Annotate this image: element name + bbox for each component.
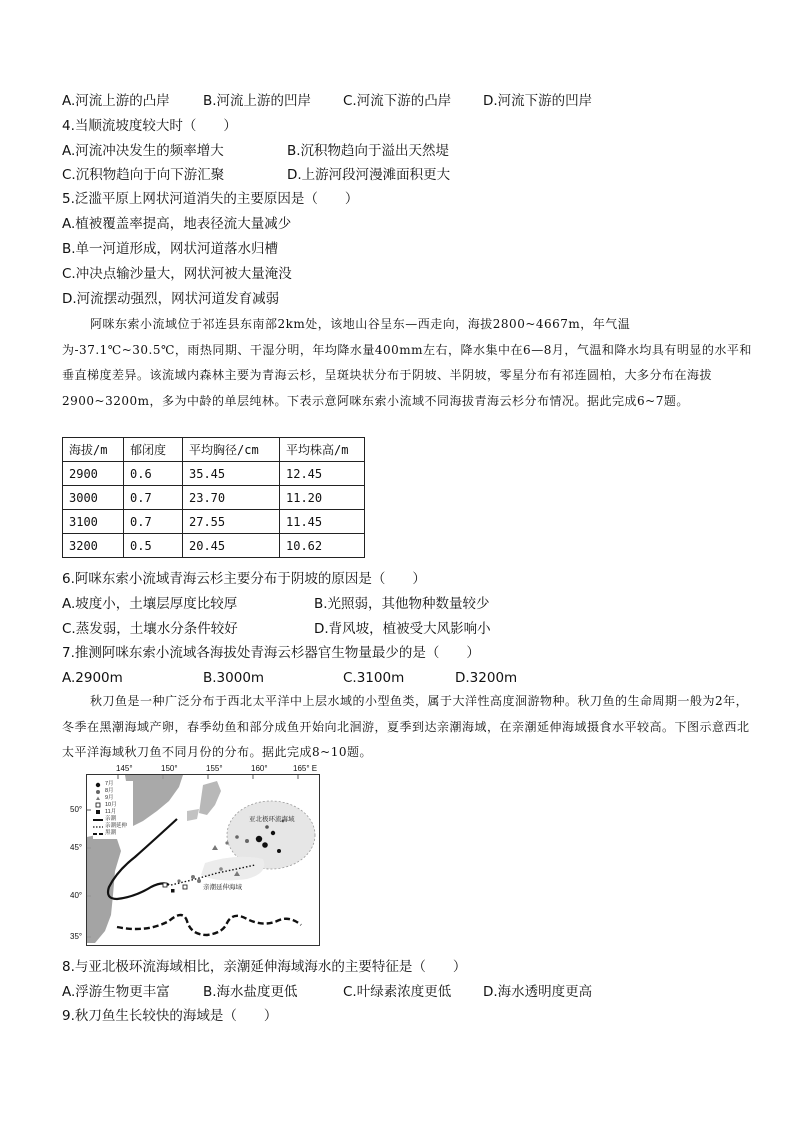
q7-option-c: C.3100m <box>343 670 405 686</box>
map-lat-label: 40° <box>70 891 83 900</box>
map-frame <box>86 774 320 946</box>
q4-option-c: C.沉积物趋向于向下游汇聚 <box>62 167 225 183</box>
table-header-row <box>63 438 365 462</box>
table-cell: 2900 <box>63 462 124 486</box>
q6-option-d: D.背风坡，植被受大风影响小 <box>314 621 491 637</box>
q8-option-c: C.叶绿素浓度更低 <box>343 984 452 1000</box>
legend-label: 亲潮延伸 <box>105 823 128 829</box>
q3-option-c: C.河流下游的凸岸 <box>343 93 452 109</box>
q7-option-a: A.2900m <box>62 670 123 686</box>
q7-stem: 7.推测阿咪东索小流域各海拔处青海云杉器官生物量最少的是（ ） <box>62 645 480 661</box>
legend-label: 8月 <box>105 788 114 794</box>
map-lat-label: 35° <box>70 932 83 941</box>
map-lon-label: 145° <box>116 764 133 773</box>
table-cell: 27.55 <box>183 510 280 534</box>
table-cell: 0.5 <box>124 534 183 558</box>
table-row <box>63 510 365 534</box>
q5-option-a: A.植被覆盖率提高，地表径流大量减少 <box>62 216 292 232</box>
table-row <box>63 534 365 558</box>
q6-option-b: B.光照弱，其他物种数量较少 <box>314 596 490 612</box>
table-row <box>63 486 365 510</box>
legend-august-marker <box>96 790 100 794</box>
legend-july-marker <box>96 783 100 787</box>
legend-label: 10月 <box>105 802 117 808</box>
table-header: 郁闭度 <box>124 438 183 462</box>
table-header: 平均胸径/cm <box>183 438 280 462</box>
table-cell: 0.6 <box>124 462 183 486</box>
table-cell: 11.45 <box>280 510 365 534</box>
q3-option-d: D.河流下游的凹岸 <box>483 93 593 109</box>
spruce-distribution-table <box>62 437 365 558</box>
table-cell: 0.7 <box>124 510 183 534</box>
q9-stem: 9.秋刀鱼生长较快的海域是（ ） <box>62 1008 278 1024</box>
q5-stem: 5.泛滥平原上网状河道消失的主要原因是（ ） <box>62 191 359 207</box>
q5-option-b: B.单一河道形成，网状河道落水归槽 <box>62 241 279 257</box>
q6-stem: 6.阿咪东索小流域青海云杉主要分布于阴坡的原因是（ ） <box>62 571 426 587</box>
legend-october-marker <box>96 803 100 807</box>
passage-amidongsuo: 阿咪东索小流域位于祁连县东南部2km处，该地山谷呈东—西走向，海拔2800~4667m，年气温为-37.1℃~30.5℃，雨热同期、干湿分明，年均降水量400mm左右，降水集中在6—8月，气温和降水均具有明显的水平和垂直梯度差异。该流域内森林主要为青海云杉，呈斑块状分布于阴坡、半阴坡，零星分布有祁连圆柏，大多分布在海拔2900~3200m，多为中龄的单层纯林。下表示意阿咪东索小流域不同海拔青海云杉分布情况。据此完成6~7题。 <box>62 317 752 408</box>
q8-stem: 8.与亚北极环流海域相比，亲潮延伸海域海水的主要特征是（ ） <box>62 959 467 975</box>
table-cell: 20.45 <box>183 534 280 558</box>
q4-option-d: D.上游河段河漫滩面积更大 <box>287 167 451 183</box>
table-header: 平均株高/m <box>280 438 365 462</box>
table-cell: 3100 <box>63 510 124 534</box>
map-lon-label: 160° <box>251 764 268 773</box>
legend-label: 9月 <box>105 795 114 801</box>
map-lon-label: 155° <box>206 764 223 773</box>
map-lat-label: 50° <box>70 805 83 814</box>
table-cell: 10.62 <box>280 534 365 558</box>
extension-region-label: 亲潮延伸海域 <box>203 884 242 891</box>
table-cell: 3200 <box>63 534 124 558</box>
legend-label: 亲潮 <box>105 816 117 822</box>
q8-option-b: B.海水盐度更低 <box>203 984 298 1000</box>
table-cell: 0.7 <box>124 486 183 510</box>
q4-stem: 4.当顺流坡度较大时（ ） <box>62 118 237 134</box>
table-row <box>63 462 365 486</box>
q5-option-d: D.河流摆动强烈，网状河道发育减弱 <box>62 291 280 307</box>
table-cell: 11.20 <box>280 486 365 510</box>
q6-option-c: C.蒸发弱，土壤水分条件较好 <box>62 621 238 637</box>
q3-option-b: B.河流上游的凹岸 <box>203 93 312 109</box>
q6-option-a: A.坡度小，土壤层厚度比较厚 <box>62 596 238 612</box>
map-lat-label: 45° <box>70 843 83 852</box>
q5-option-c: C.冲决点输沙量大，网状河被大量淹没 <box>62 266 292 282</box>
table-cell: 3000 <box>63 486 124 510</box>
legend-label: 7月 <box>105 781 114 787</box>
map-legend-text <box>105 781 127 837</box>
map-lon-label: 165° E <box>293 764 318 773</box>
q4-option-a: A.河流冲决发生的频率增大 <box>62 143 224 159</box>
q7-option-b: B.3000m <box>203 670 265 686</box>
legend-label: 11月 <box>105 809 117 815</box>
passage-saury: 秋刀鱼是一种广泛分布于西北太平洋中上层水域的小型鱼类，属于大洋性高度洄游物种。秋刀鱼的生命周期一般为2年，冬季在黑潮海域产卵，春季幼鱼和部分成鱼开始向北洄游，夏季到达亲潮海域，在亲潮延伸海域摄食水平较高。下图示意西北太平洋海域秋刀鱼不同月份的分布。据此完成8~10题。 <box>62 694 750 759</box>
table-cell: 35.45 <box>183 462 280 486</box>
q3-option-a: A.河流上游的凸岸 <box>62 93 170 109</box>
legend-label: 黑潮 <box>105 830 117 836</box>
q8-option-a: A.浮游生物更丰富 <box>62 984 170 1000</box>
q4-option-b: B.沉积物趋向于溢出天然堤 <box>287 143 450 159</box>
table-cell: 23.70 <box>183 486 280 510</box>
q8-option-d: D.海水透明度更高 <box>483 984 593 1000</box>
table-header: 海拔/m <box>63 438 124 462</box>
map-lon-label: 150° <box>161 764 178 773</box>
q7-option-d: D.3200m <box>455 670 518 686</box>
subarctic-region-label: 亚北极环流海域 <box>249 816 295 823</box>
extension-region-shape <box>201 857 264 881</box>
kuroshio-current-line <box>117 915 301 935</box>
legend-november-marker <box>96 810 100 814</box>
table-cell: 12.45 <box>280 462 365 486</box>
